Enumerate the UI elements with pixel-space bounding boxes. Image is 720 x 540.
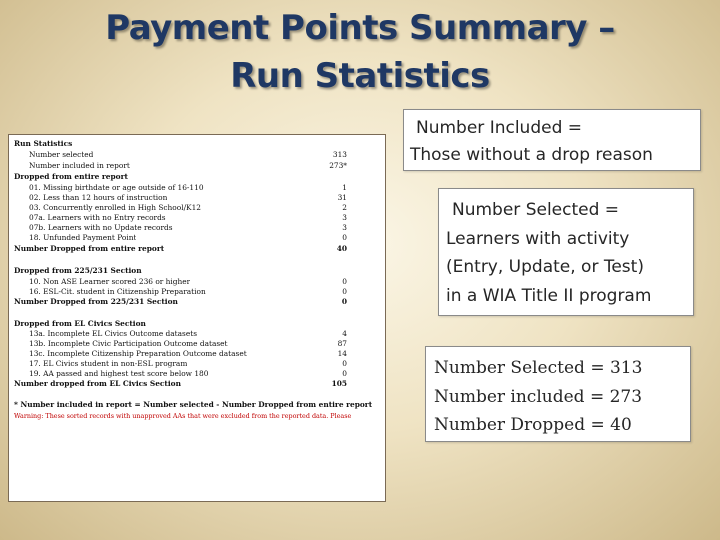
- report-row-label: Warning: These sorted records with unapproved AAs that were excluded from the reported data. Please: [14, 412, 352, 420]
- report-row-label: 13a. Incomplete EL Civics Outcome datasets: [29, 329, 197, 338]
- report-row-value: 14: [337, 349, 347, 358]
- report-row-label: Run Statistics: [14, 139, 73, 148]
- callout-line: in a WIA Title II program: [446, 285, 652, 306]
- report-row-label: Dropped from 225/231 Section: [14, 266, 142, 275]
- report-row-label: 16. ESL-Cit. student in Citizenship Preparation: [29, 287, 206, 296]
- slide-title: [0, 4, 720, 100]
- report-row-value: 0: [342, 277, 347, 286]
- report-row: [9, 223, 385, 233]
- report-row: [9, 161, 385, 171]
- report-row-label: * Number included in report = Number selected - Number Dropped from entire report: [14, 400, 373, 409]
- report-row-value: 0: [342, 369, 347, 378]
- report-row: [9, 411, 385, 421]
- report-row-label: 18. Unfunded Payment Point: [29, 233, 137, 242]
- report-row: [9, 319, 385, 329]
- report-row: [9, 139, 385, 149]
- run-statistics-report: [8, 134, 386, 502]
- report-row-value: 105: [331, 379, 347, 388]
- number-selected-callout: [438, 188, 694, 316]
- report-row-value: 1: [342, 183, 347, 192]
- report-row: [9, 369, 385, 379]
- report-row: [9, 150, 385, 160]
- report-row-value: 3: [342, 223, 347, 232]
- title-line-2: Run Statistics: [230, 56, 490, 96]
- report-row-label: Number selected: [29, 150, 94, 159]
- report-row: [9, 233, 385, 243]
- report-row-label: 07a. Learners with no Entry records: [29, 213, 166, 222]
- report-row-label: 13b. Incomplete Civic Participation Outcome dataset: [29, 339, 228, 348]
- totals-callout: [425, 346, 691, 442]
- report-row: [9, 359, 385, 369]
- callout-line: Number Selected =: [452, 200, 620, 220]
- report-row-value: 0: [342, 359, 347, 368]
- report-row: [9, 172, 385, 182]
- report-row: [9, 213, 385, 223]
- report-row: [9, 183, 385, 193]
- callout-line: Number Dropped = 40: [434, 415, 632, 435]
- callout-line: Number Selected = 313: [434, 358, 643, 378]
- report-row: [9, 400, 385, 410]
- callout-line: Those without a drop reason: [410, 145, 653, 165]
- report-row-label: Dropped from EL Civics Section: [14, 319, 146, 328]
- report-row-label: 17. EL Civics student in non-ESL program: [29, 359, 188, 368]
- report-row: [9, 297, 385, 307]
- report-row: [9, 244, 385, 254]
- report-row: [9, 379, 385, 389]
- report-row: [9, 349, 385, 359]
- report-row-label: 07b. Learners with no Update records: [29, 223, 173, 232]
- report-row-label: Dropped from entire report: [14, 172, 128, 181]
- report-row: [9, 339, 385, 349]
- report-row: [9, 277, 385, 287]
- report-row: [9, 287, 385, 297]
- callout-line: Number included = 273: [434, 386, 643, 407]
- report-row: [9, 329, 385, 339]
- report-row-value: 0: [342, 287, 347, 296]
- report-row-value: 0: [342, 233, 347, 242]
- report-row: [9, 193, 385, 203]
- report-row-label: 03. Concurrently enrolled in High School/K12: [29, 203, 201, 212]
- report-row: [9, 255, 385, 265]
- report-row-value: 273*: [329, 161, 347, 170]
- report-row: [9, 203, 385, 213]
- report-row-label: 02. Less than 12 hours of instruction: [29, 193, 168, 202]
- report-row-label: 19. AA passed and highest test score below 180: [29, 369, 209, 378]
- report-row-value: 2: [342, 203, 347, 212]
- report-row-value: 0: [341, 297, 347, 306]
- report-row-label: 13c. Incomplete Citizenship Preparation Outcome dataset: [29, 349, 247, 358]
- report-row-value: 40: [336, 244, 347, 253]
- report-row-label: Number dropped from EL Civics Section: [14, 379, 181, 388]
- report-row-label: 01. Missing birthdate or age outside of 16-110: [29, 183, 204, 192]
- callout-line: Number Included =: [416, 118, 583, 138]
- report-row-label: Number included in report: [29, 161, 130, 170]
- report-row-value: 4: [342, 329, 347, 338]
- report-row-value: 3: [342, 213, 347, 222]
- number-included-callout: [403, 109, 701, 171]
- report-row-value: 31: [337, 193, 347, 202]
- report-row-label: 10. Non ASE Learner scored 236 or higher: [29, 277, 191, 286]
- report-row: [9, 308, 385, 318]
- callout-line: (Entry, Update, or Test): [446, 257, 644, 277]
- report-row-value: 313: [332, 150, 347, 159]
- report-row-label: Number Dropped from 225/231 Section: [14, 297, 178, 306]
- report-row: [9, 390, 385, 400]
- title-line-1: Payment Points Summary –: [105, 8, 615, 48]
- report-row-value: 87: [337, 339, 347, 348]
- report-row: [9, 266, 385, 276]
- callout-line: Learners with activity: [446, 228, 630, 249]
- report-row-label: Number Dropped from entire report: [14, 244, 165, 253]
